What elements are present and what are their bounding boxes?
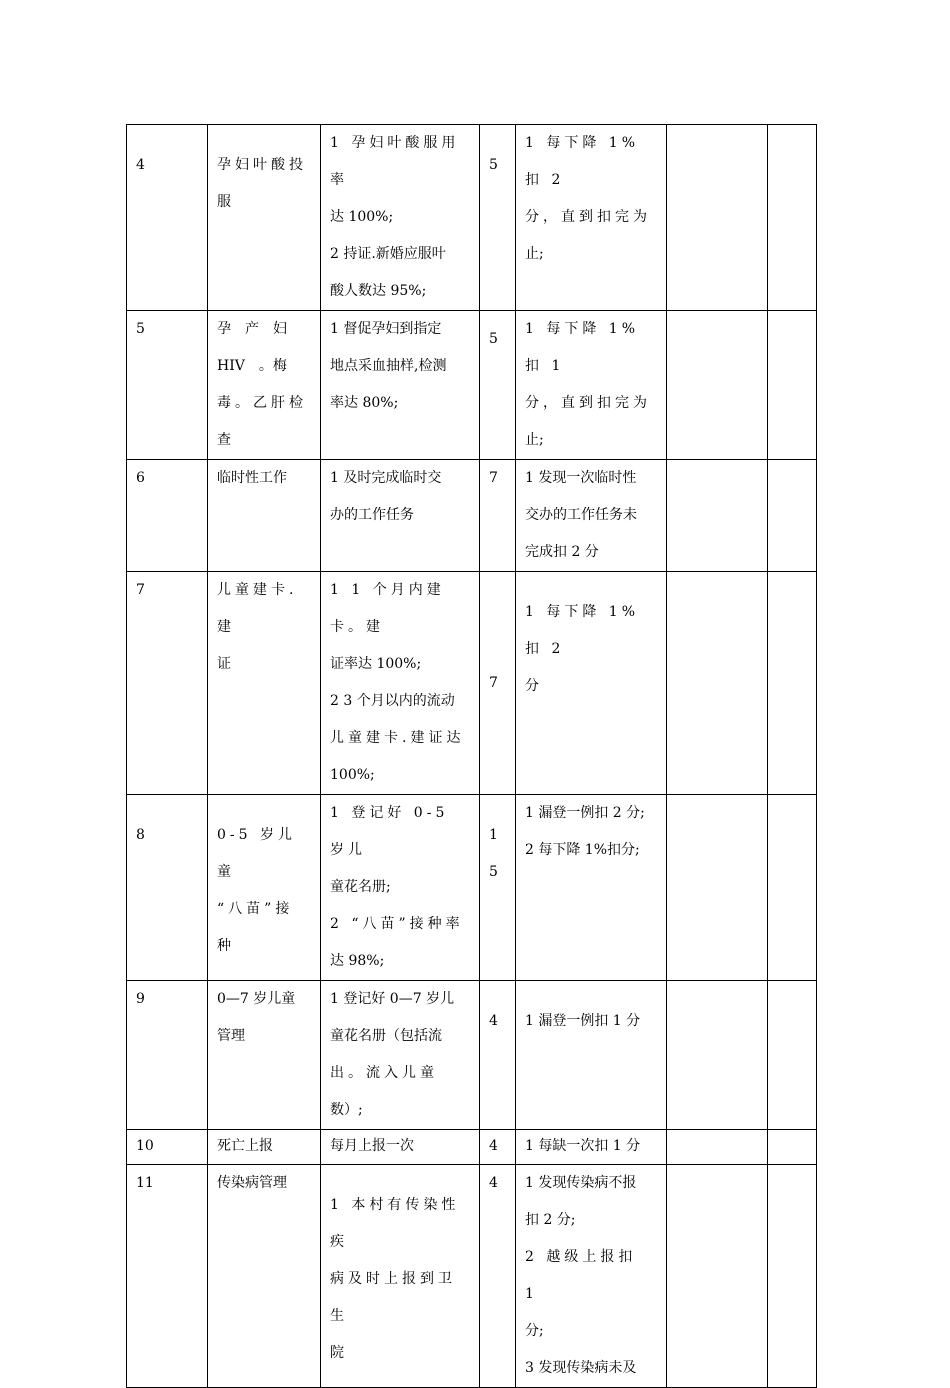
score-cell: 4 <box>480 981 516 1130</box>
deduction-rule-cell: 1 每下降 1%扣 1 分，直到扣完为 止; <box>516 311 667 460</box>
row-number: 10 <box>127 1130 208 1165</box>
table-row <box>127 460 817 572</box>
requirement-cell: 1 孕妇叶酸服用率 达 100%; 2 持证.新婚应服叶 酸人数达 95%; <box>321 125 480 311</box>
row-number: 7 <box>127 572 208 795</box>
row-number: 11 <box>127 1165 208 1388</box>
item-cell: 传染病管理 <box>208 1165 321 1388</box>
row-number: 4 <box>127 125 208 311</box>
row-number: 9 <box>127 981 208 1130</box>
deduction-rule-cell: 1 漏登一例扣 2 分; 2 每下降 1%扣分; <box>516 795 667 981</box>
assessment-table <box>126 124 817 1388</box>
item-cell: 临时性工作 <box>208 460 321 572</box>
blank-cell <box>667 1165 768 1388</box>
item-cell: 儿童建卡.建 证 <box>208 572 321 795</box>
blank-cell <box>667 125 768 311</box>
row-number: 6 <box>127 460 208 572</box>
table-row <box>127 1130 817 1165</box>
blank-cell <box>667 460 768 572</box>
requirement-cell: 1 登记好 0-5 岁儿 童花名册; 2 “八苗”接种率 达 98%; <box>321 795 480 981</box>
score-cell: 5 <box>480 311 516 460</box>
blank-cell <box>667 981 768 1130</box>
table-row <box>127 1165 817 1388</box>
requirement-cell: 1 本村有传染性疾 病及时上报到卫生 院 <box>321 1165 480 1388</box>
table-row <box>127 981 817 1130</box>
item-cell: 0—7 岁儿童 管理 <box>208 981 321 1130</box>
table-row <box>127 572 817 795</box>
score-cell: 7 <box>480 460 516 572</box>
blank-cell <box>768 572 817 795</box>
requirement-cell: 1 1 个月内建卡。建 证率达 100%; 2 3 个月以内的流动 儿童建卡.建证达 100%; <box>321 572 480 795</box>
table-row <box>127 795 817 981</box>
row-number: 8 <box>127 795 208 981</box>
requirement-cell: 1 督促孕妇到指定 地点采血抽样,检测 率达 80%; <box>321 311 480 460</box>
deduction-rule-cell: 1 每下降 1%扣 2 分 <box>516 572 667 795</box>
blank-cell <box>768 311 817 460</box>
blank-cell <box>768 1165 817 1388</box>
item-cell: 死亡上报 <box>208 1130 321 1165</box>
blank-cell <box>667 311 768 460</box>
table-row <box>127 125 817 311</box>
row-number: 5 <box>127 311 208 460</box>
blank-cell <box>768 1130 817 1165</box>
requirement-cell: 1 登记好 0—7 岁儿 童花名册（包括流 出。流入儿童 数）; <box>321 981 480 1130</box>
item-cell: 孕妇叶酸投 服 <box>208 125 321 311</box>
score-cell: 15 <box>480 795 516 981</box>
blank-cell <box>667 572 768 795</box>
blank-cell <box>768 125 817 311</box>
blank-cell <box>768 981 817 1130</box>
score-cell: 7 <box>480 572 516 795</box>
deduction-rule-cell: 1 漏登一例扣 1 分 <box>516 981 667 1130</box>
table-row <box>127 311 817 460</box>
score-cell: 5 <box>480 125 516 311</box>
score-cell: 4 <box>480 1165 516 1388</box>
blank-cell <box>667 795 768 981</box>
blank-cell <box>768 795 817 981</box>
item-cell: 0-5 岁儿童 “八苗”接 种 <box>208 795 321 981</box>
deduction-rule-cell: 1 每下降 1%扣 2 分，直到扣完为 止; <box>516 125 667 311</box>
deduction-rule-cell: 1 每缺一次扣 1 分 <box>516 1130 667 1165</box>
blank-cell <box>768 460 817 572</box>
item-cell: 孕 产 妇 HIV 。梅 毒。乙肝检 查 <box>208 311 321 460</box>
requirement-cell: 每月上报一次 <box>321 1130 480 1165</box>
deduction-rule-cell: 1 发现传染病不报 扣 2 分; 2 越级上报扣 1 分; 3 发现传染病未及 <box>516 1165 667 1388</box>
blank-cell <box>667 1130 768 1165</box>
score-cell: 4 <box>480 1130 516 1165</box>
requirement-cell: 1 及时完成临时交 办的工作任务 <box>321 460 480 572</box>
deduction-rule-cell: 1 发现一次临时性 交办的工作任务未 完成扣 2 分 <box>516 460 667 572</box>
